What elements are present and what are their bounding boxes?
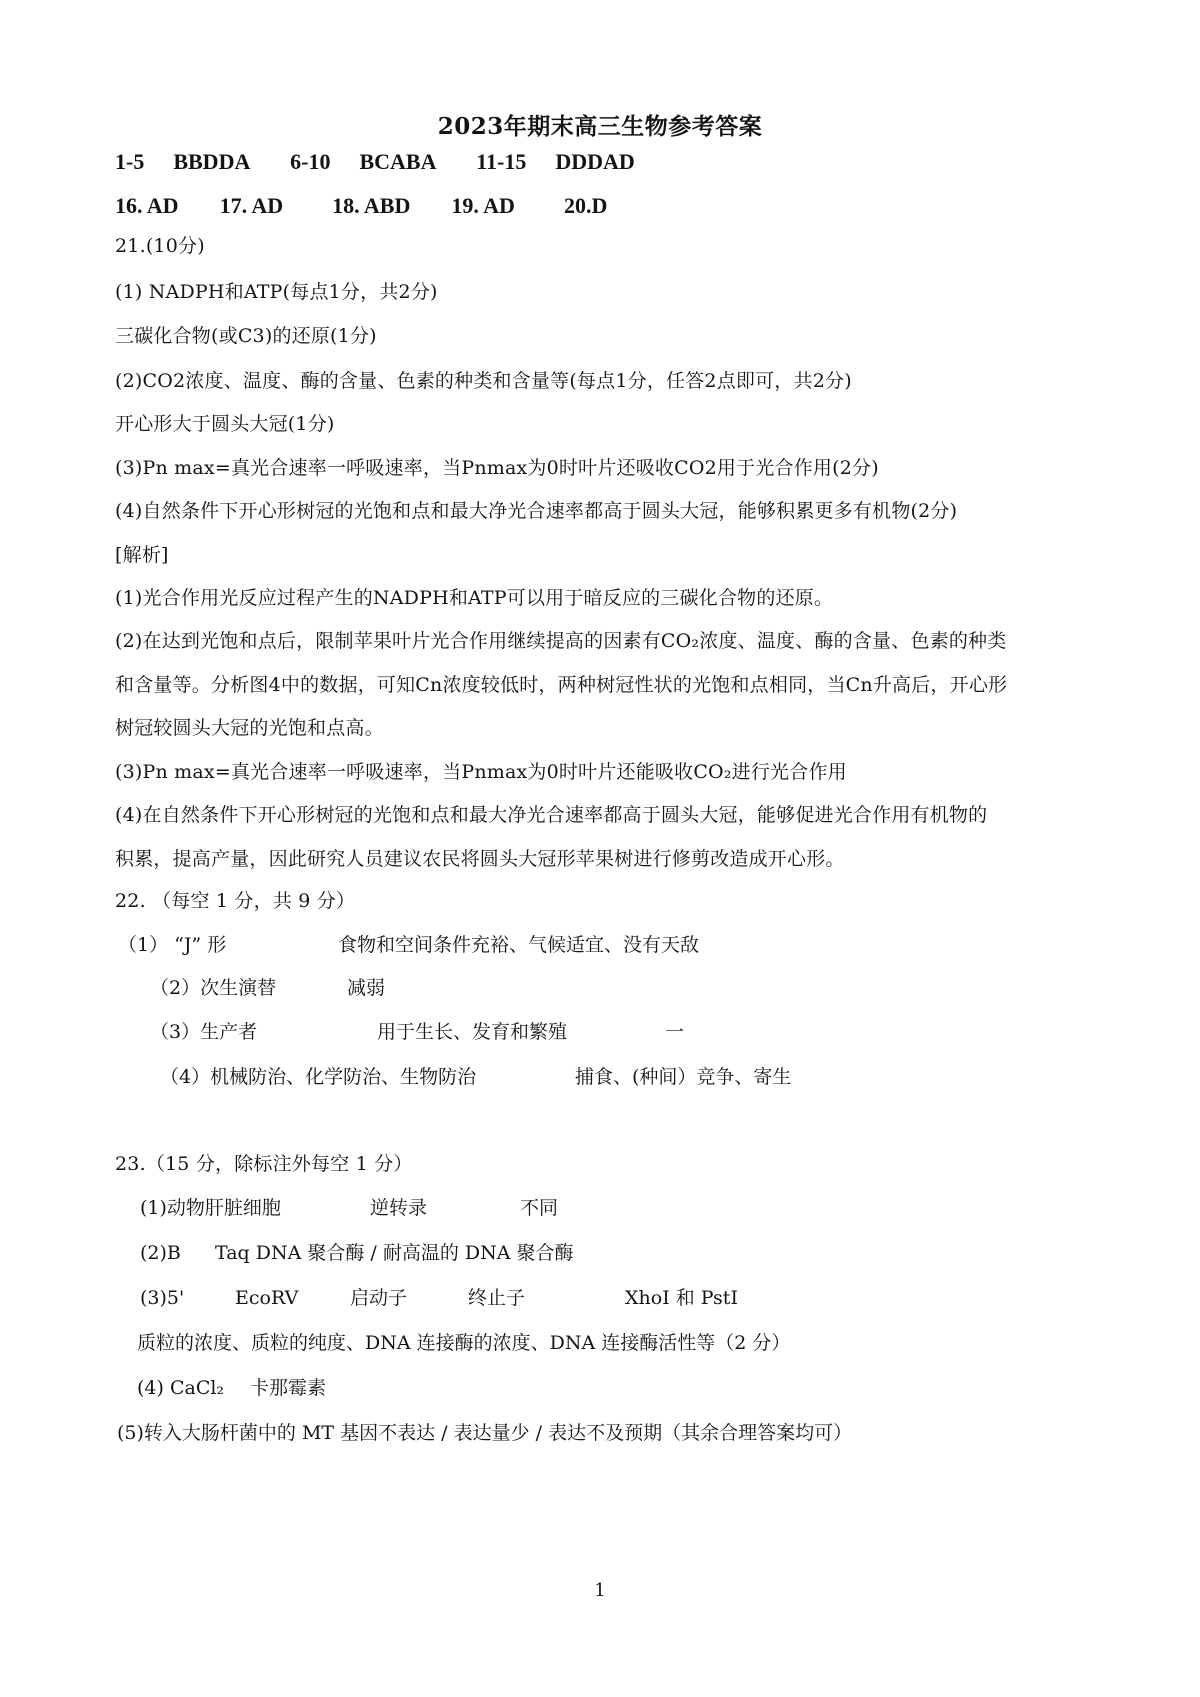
range-label: 1-5 — [115, 149, 145, 174]
q21-answer-line: 三碳化合物(或C3)的还原(1分) — [115, 325, 377, 347]
page-title: 2023年期末高三生物参考答案 — [437, 113, 763, 140]
q22-answer-1a: （1） “J” 形 — [118, 934, 227, 956]
answer-set: DDDAD — [555, 149, 635, 174]
answer-set: BBDDA — [173, 149, 250, 174]
range-label: 11-15 — [476, 149, 527, 174]
q21-analysis-line: (3)Pn max=真光合速率一呼吸速率，当Pnmax为0时叶片还能吸收CO₂进行光合作用 — [115, 761, 847, 783]
q21-answer-line: (2)CO2浓度、温度、酶的含量、色素的种类和含量等(每点1分，任答2点即可，共2分) — [115, 370, 852, 392]
answer-item: 17. AD — [219, 193, 284, 218]
q22-answer-1b: 食物和空间条件充裕、气候适宜、没有天敌 — [338, 934, 700, 956]
q21-analysis-line: (4)在自然条件下开心形树冠的光饱和点和最大净光合速率都高于圆头大冠，能够促进光合作用有机物的 — [115, 804, 988, 826]
q23-answer-3a: (3)5' — [140, 1287, 185, 1309]
q22-answer-2b: 减弱 — [347, 977, 386, 999]
choice-answers-row-2 — [115, 192, 607, 220]
page-number: 1 — [594, 1580, 606, 1601]
q21-answer-line: (4)自然条件下开心形树冠的光饱和点和最大净光合速率都高于圆头大冠，能够积累更多有机物(2分) — [115, 500, 958, 522]
answer-item: 16. AD — [115, 193, 179, 218]
q21-answer-line: 开心形大于圆头大冠(1分) — [115, 413, 335, 435]
q23-answer-3b: EcoRV — [235, 1287, 299, 1309]
choice-answers-row-1 — [115, 148, 635, 176]
q22-answer-4a: （4）机械防治、化学防治、生物防治 — [160, 1066, 477, 1088]
q21-answer-line: (1) NADPH和ATP(每点1分，共2分) — [115, 281, 438, 303]
q23-answer-3e: XhoI 和 PstI — [625, 1287, 738, 1309]
q21-analysis-line: (2)在达到光饱和点后，限制苹果叶片光合作用继续提高的因素有CO₂浓度、温度、酶的含量、色素的种类 — [115, 630, 1007, 652]
q21-answer-line: (3)Pn max=真光合速率一呼吸速率，当Pnmax为0时叶片还吸收CO2用于光合作用(2分) — [115, 457, 879, 479]
q22-answer-4b: 捕食、(种间）竞争、寄生 — [575, 1066, 792, 1088]
q22-answer-3c: 一 — [665, 1021, 685, 1043]
q23-answer-3d: 终止子 — [468, 1287, 526, 1309]
q23-answer-3c: 启动子 — [350, 1287, 408, 1309]
q22-header: 22. （每空 1 分，共 9 分） — [115, 890, 356, 912]
q22-answer-3a: （3）生产者 — [150, 1021, 258, 1043]
q23-answer-4b: 卡那霉素 — [250, 1377, 327, 1399]
answer-item: 18. ABD — [332, 193, 411, 218]
q21-analysis-line: 和含量等。分析图4中的数据，可知Cn浓度较低时，两种树冠性状的光饱和点相同，当Cn升高后，开心形 — [115, 674, 1008, 696]
q23-answer-3-extra: 质粒的浓度、质粒的纯度、DNA 连接酶的浓度、DNA 连接酶活性等（2 分） — [137, 1332, 791, 1354]
answer-set: BCABA — [359, 149, 436, 174]
q23-answer-2a: (2)B — [140, 1242, 181, 1264]
q23-answer-1a: (1)动物肝脏细胞 — [140, 1197, 281, 1219]
q22-answer-3b: 用于生长、发育和繁殖 — [377, 1021, 568, 1043]
q23-answer-5: (5)转入大肠杆菌中的 MT 基因不表达 / 表达量少 / 表达不及预期（其余合理答案均可） — [117, 1422, 853, 1444]
range-label: 6-10 — [290, 149, 331, 174]
q23-answer-2b: Taq DNA 聚合酶 / 耐高温的 DNA 聚合酶 — [215, 1242, 574, 1264]
q21-analysis-line: 树冠较圆头大冠的光饱和点高。 — [115, 717, 384, 739]
q21-header: 21.(10分) — [115, 235, 205, 257]
q21-analysis-label: [解析] — [115, 544, 169, 566]
answer-item: 19. AD — [451, 193, 515, 218]
q23-answer-1c: 不同 — [520, 1197, 559, 1219]
q21-analysis-line: (1)光合作用光反应过程产生的NADPH和ATP可以用于暗反应的三碳化合物的还原。 — [115, 587, 834, 609]
q23-header: 23.（15 分，除标注外每空 1 分） — [115, 1153, 413, 1175]
q22-answer-2a: （2）次生演替 — [150, 977, 277, 999]
q21-analysis-line: 积累，提高产量，因此研究人员建议农民将圆头大冠形苹果树进行修剪改造成开心形。 — [115, 848, 845, 870]
q23-answer-4a: (4) CaCl₂ — [137, 1377, 225, 1399]
q23-answer-1b: 逆转录 — [370, 1197, 428, 1219]
answer-item: 20.D — [563, 193, 608, 218]
